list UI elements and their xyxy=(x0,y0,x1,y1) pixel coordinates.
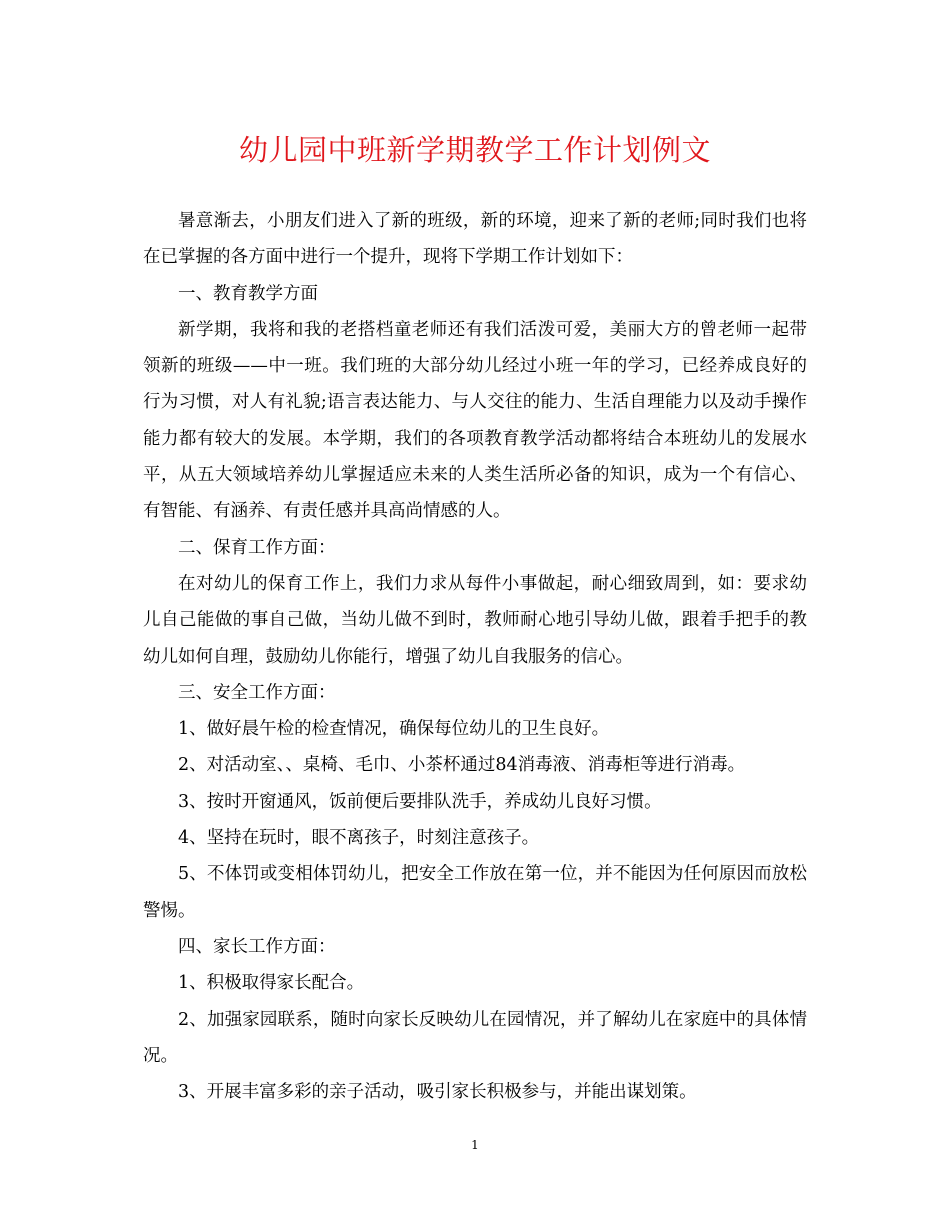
paragraph-intro: 暑意渐去，小朋友们进入了新的班级，新的环境，迎来了新的老师;同时我们也将在已掌握的各方面中进行一个提升，现将下学期工作计划如下： xyxy=(143,211,807,268)
page-number: 1 xyxy=(471,1138,479,1152)
section-heading-childcare: 二、保育工作方面： xyxy=(178,537,336,558)
parents-item-3: 3、开展丰富多彩的亲子活动，吸引家长积极参与，并能出谋划策。 xyxy=(178,1082,697,1103)
parents-item-2: 2、加强家园联系，随时向家长反映幼儿在园情况，并了解幼儿在家庭中的具体情况。 xyxy=(143,1009,807,1066)
safety-item-5: 5、不体罚或变相体罚幼儿，把安全工作放在第一位，并不能因为任何原因而放松警惕。 xyxy=(143,864,807,921)
paragraph-education: 新学期，我将和我的老搭档童老师还有我们活泼可爱，美丽大方的曾老师一起带领新的班级——中一班。我们班的大部分幼儿经过小班一年的学习，已经养成良好的行为习惯，对人有礼貌;语言表达能力、与人交往的能力、生活自理能力以及动手操作能力都有较大的发展。本学期，我们的各项教育教学活动都将结合本班幼儿的发展水平，从五大领域培养幼儿掌握适应未来的人类生活所必备的知识，成为一个有信心、有智能、有涵养、有责任感并具高尚情感的人。 xyxy=(143,319,807,522)
safety-item-2: 2、对活动室、、桌椅、毛巾、小茶杯通过84消毒液、消毒柜等进行消毒。 xyxy=(178,755,746,776)
document-body xyxy=(143,203,807,1110)
section-heading-safety: 三、安全工作方面： xyxy=(178,682,336,703)
safety-item-1: 1、做好晨午检的检查情况，确保每位幼儿的卫生良好。 xyxy=(178,719,610,740)
parents-item-1: 1、积极取得家长配合。 xyxy=(178,973,365,994)
paragraph-childcare: 在对幼儿的保育工作上，我们力求从每件小事做起，耐心细致周到，如：要求幼儿自己能做的事自己做，当幼儿做不到时，教师耐心地引导幼儿做，跟着手把手的教幼儿如何自理，鼓励幼儿你能行，增强了幼儿自我服务的信心。 xyxy=(143,573,807,667)
safety-item-4: 4、坚持在玩时，眼不离孩子，时刻注意孩子。 xyxy=(178,828,540,849)
safety-item-3: 3、按时开窗通风，饭前便后要排队洗手，养成幼儿良好习惯。 xyxy=(178,791,662,812)
section-heading-education: 一、教育教学方面 xyxy=(178,283,318,304)
document-title: 幼儿园中班新学期教学工作计划例文 xyxy=(238,133,711,167)
section-heading-parents: 四、家长工作方面： xyxy=(178,936,336,957)
